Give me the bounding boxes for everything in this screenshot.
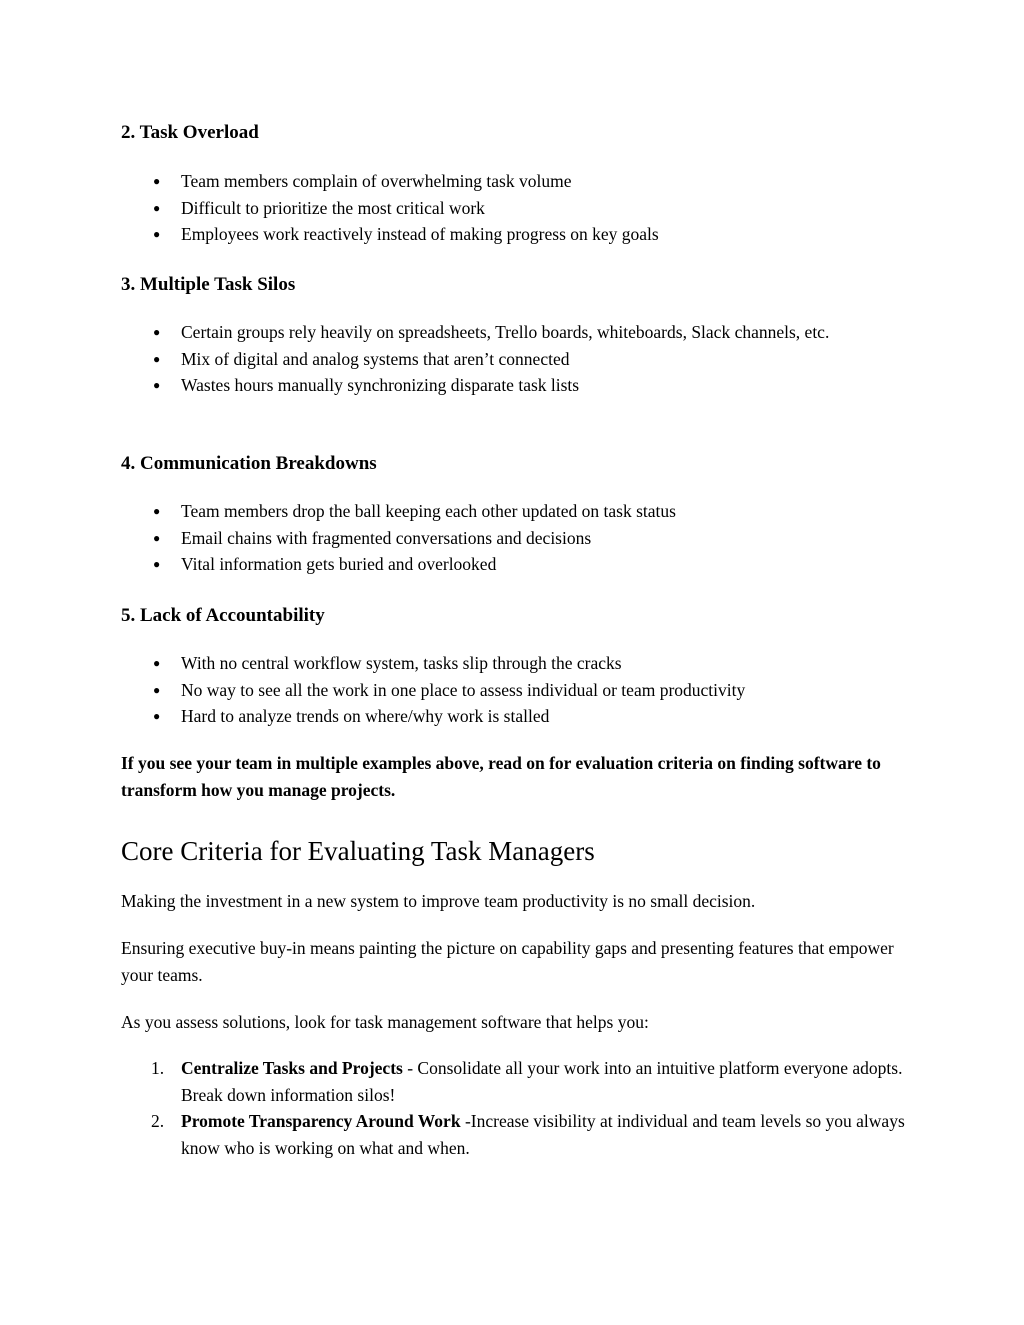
bullet-icon: ● [153, 682, 161, 697]
item-text: - Consolidate all your work into an intuitive platform everyone adopts. Break down information silos! [181, 1058, 903, 1105]
bullet-list [121, 319, 911, 399]
section-title: Core Criteria for Evaluating Task Managers [121, 836, 595, 866]
body-paragraph: Ensuring executive buy-in means painting the picture on capability gaps and presenting features that empower your teams. [121, 938, 894, 985]
list-item [121, 498, 911, 525]
list-item [121, 319, 911, 346]
bullet-icon: ● [153, 351, 161, 366]
list-item [121, 551, 911, 578]
list-number: 2. [151, 1111, 165, 1131]
bullet-icon: ● [153, 325, 161, 339]
bullet-icon: ● [153, 504, 161, 518]
list-item [121, 195, 911, 222]
bullet-icon: ● [153, 378, 161, 392]
bullet-list [121, 650, 911, 730]
bullet-icon: ● [153, 557, 161, 571]
list-item [121, 525, 911, 552]
numbered-list-item [121, 1108, 911, 1161]
section-heading: 3. Multiple Task Silos [121, 274, 296, 295]
section-heading: 4. Communication Breakdowns [121, 453, 377, 474]
list-item-text: Certain groups rely heavily on spreadsheets, Trello boards, whiteboards, Slack channels, etc. [181, 322, 830, 342]
list-item-text: Team members complain of overwhelming task volume [181, 171, 572, 191]
list-item-text: Difficult to prioritize the most critical work [181, 197, 485, 218]
item-title: Centralize Tasks and Projects [181, 1058, 403, 1078]
bullet-list [121, 498, 911, 578]
bullet-list [121, 168, 911, 248]
item-title: Promote Transparency Around Work [181, 1111, 461, 1131]
list-item [121, 221, 911, 248]
list-item [121, 703, 911, 730]
numbered-list-item [121, 1055, 911, 1108]
list-item-text: Vital information gets buried and overlooked [181, 554, 497, 574]
bullet-icon: ● [153, 530, 161, 545]
bullet-icon: ● [153, 174, 161, 188]
bullet-icon: ● [153, 656, 161, 670]
section-heading: 2. Task Overload [121, 122, 259, 143]
list-number: 1. [151, 1058, 165, 1078]
item-text: -Increase visibility at individual and team levels so you always know who is working on what and when. [181, 1111, 905, 1158]
callout-paragraph: If you see your team in multiple examples above, read on for evaluation criteria on finding software to transform how you manage projects. [121, 753, 881, 800]
list-item-text: Email chains with fragmented conversations and decisions [181, 527, 592, 548]
numbered-list [121, 1055, 911, 1161]
bullet-icon: ● [153, 200, 161, 215]
body-paragraph: Making the investment in a new system to improve team productivity is no small decision. [121, 891, 756, 911]
body-paragraph: As you assess solutions, look for task management software that helps you: [121, 1012, 649, 1032]
bullet-icon: ● [153, 227, 161, 241]
list-item-text: Team members drop the ball keeping each other updated on task status [181, 501, 676, 521]
list-item-text: With no central workflow system, tasks slip through the cracks [181, 653, 622, 673]
list-item-text: Wastes hours manually synchronizing disparate task lists [181, 375, 580, 395]
list-item-text: No way to see all the work in one place to assess individual or team productivity [181, 679, 746, 700]
list-item [121, 372, 911, 399]
list-item [121, 677, 911, 704]
list-item [121, 650, 911, 677]
section-heading: 5. Lack of Accountability [121, 605, 325, 626]
bullet-icon: ● [153, 709, 161, 723]
list-item-text: Hard to analyze trends on where/why work is stalled [181, 706, 550, 726]
list-item [121, 168, 911, 195]
list-item-text: Employees work reactively instead of making progress on key goals [181, 224, 659, 244]
list-item [121, 346, 911, 373]
list-item-text: Mix of digital and analog systems that aren’t connected [181, 348, 570, 369]
